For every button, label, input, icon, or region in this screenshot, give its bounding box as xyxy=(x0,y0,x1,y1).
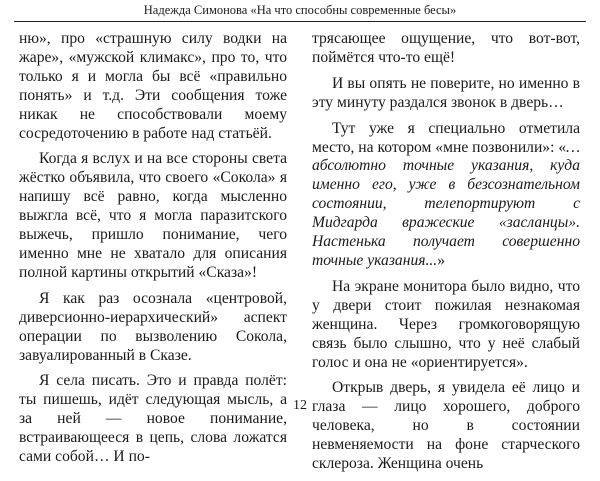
paragraph: Открыв дверь, я увидела её лицо и глаза — лицо хорошего, доброго человека, но в состоянии невменяемости на фоне старческого склероза. Женщина очень xyxy=(312,379,580,473)
paragraph: И вы опять не поверите, но именно в эту минуту раздался звонок в дверь… xyxy=(312,74,580,111)
quote-paragraph xyxy=(312,120,580,271)
paragraph: На экране монитора было видно, что у двери стоит пожилая незнакомая женщина. Через громкоговорящую связь было слышно, что у неё слабый голос и она не «ориентируется». xyxy=(312,277,580,371)
paragraph: Когда я вслух и на все стороны света жёстко объявила, что своего «Сокола» я напишу всё равно, когда мысленно выжгла всё, что я могла паразитского выжечь, пришло понимание, чего именно мне не хватало для описания полной картины открытий «Сказа»! xyxy=(19,150,287,281)
quote-intro: Тут уже я специально отметила место, на котором «мне позвонили»: « xyxy=(312,119,580,156)
page-number: 12 xyxy=(293,398,307,413)
paragraph: трясающее ощущение, что вот-вот, поймётся что-то ещё! xyxy=(312,30,580,66)
quote-text: …абсолютно точные указания, куда именно его, уже в безсознательном состоянии, телепортируют с Мидгарда вражеские «засланцы». Настенька получает совершенно точные указания... xyxy=(312,138,581,269)
running-header xyxy=(14,0,586,22)
running-title: Надежда Симонова «На что способны современные бесы» xyxy=(143,3,457,17)
paragraph: Я как раз осознала «центровой, диверсионно-иерархический» аспект операции по вызволению Сокола, завуалированный в Сказе. xyxy=(19,289,287,364)
paragraph: ню», про «страшную силу водки на жаре», «мужской климакс», про то, что только я и могла бы всё «правильно понять» и т.д. Эти сообщения тоже никак не способствовали моему сосредоточению в работе над статьёй. xyxy=(19,30,287,142)
quote-close: » xyxy=(437,251,445,269)
paragraph: Я села писать. Это и правда полёт: ты пишешь, идёт следующая мысль, а за ней — новое понимание, встраивающееся в цепь, слова ложатся сами собой… И по- xyxy=(19,372,287,466)
